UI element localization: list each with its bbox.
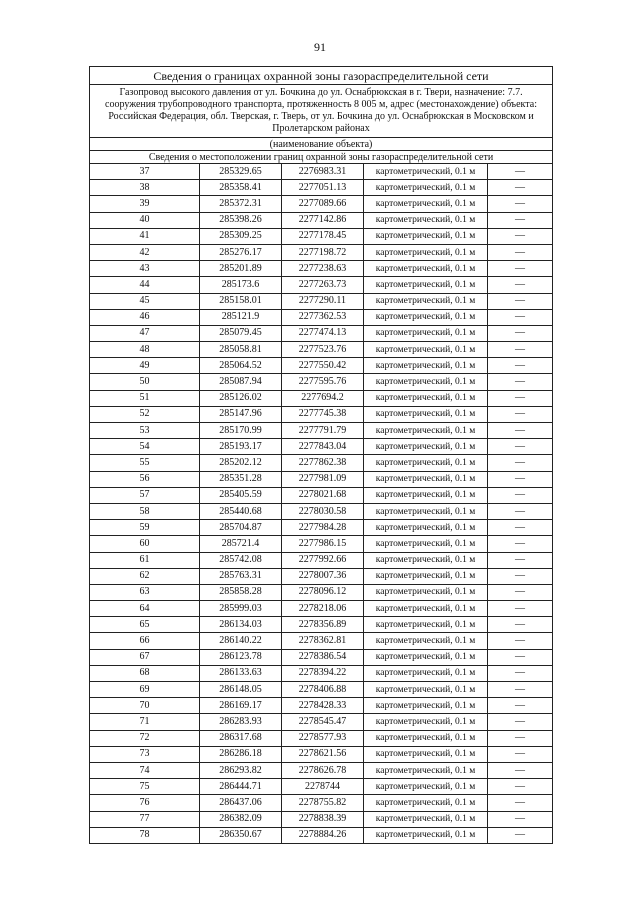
table-row (90, 487, 553, 503)
point-number-cell: 47 (90, 325, 200, 341)
table-row (90, 374, 553, 390)
method-cell: картометрический, 0.1 м (364, 552, 488, 568)
y-coordinate-cell: 2278021.68 (282, 487, 364, 503)
point-number-cell: 72 (90, 730, 200, 746)
table-row (90, 180, 553, 196)
x-coordinate-cell: 285202.12 (200, 455, 282, 471)
method-cell: картометрический, 0.1 м (364, 455, 488, 471)
point-number-cell: 70 (90, 698, 200, 714)
point-number-cell: 59 (90, 520, 200, 536)
x-coordinate-cell: 285704.87 (200, 520, 282, 536)
point-number-cell: 55 (90, 455, 200, 471)
point-number-cell: 56 (90, 471, 200, 487)
method-cell: картометрический, 0.1 м (364, 682, 488, 698)
method-cell: картометрический, 0.1 м (364, 309, 488, 325)
description-cell: — (488, 423, 553, 439)
point-number-cell: 64 (90, 601, 200, 617)
x-coordinate-cell: 286286.18 (200, 746, 282, 762)
location-label: Сведения о местоположении границ охранной зоны газораспределительной сети (90, 151, 553, 164)
point-number-cell: 76 (90, 795, 200, 811)
y-coordinate-cell: 2277550.42 (282, 358, 364, 374)
y-coordinate-cell: 2277984.28 (282, 520, 364, 536)
y-coordinate-cell: 2278428.33 (282, 698, 364, 714)
method-cell: картометрический, 0.1 м (364, 584, 488, 600)
object-label: (наименование объекта) (90, 138, 553, 151)
point-number-cell: 58 (90, 503, 200, 519)
method-cell: картометрический, 0.1 м (364, 390, 488, 406)
method-cell: картометрический, 0.1 м (364, 665, 488, 681)
description-cell: — (488, 374, 553, 390)
point-number-cell: 49 (90, 358, 200, 374)
point-number-cell: 38 (90, 180, 200, 196)
object-description: Газопровод высокого давления от ул. Бочкина до ул. Оснабрюкская в г. Твери, назначение: 7.7. сооружения трубопроводного транспорта, протяженность 8 005 м, адрес (местонахождение) объекта: Российская Федерация, обл. Тверская, г. Тверь, от ул. Бочкина до ул. Оснабрюкская в Московском и Пролетарском районах (90, 85, 553, 138)
point-number-cell: 62 (90, 568, 200, 584)
method-cell: картометрический, 0.1 м (364, 212, 488, 228)
x-coordinate-cell: 286140.22 (200, 633, 282, 649)
point-number-cell: 66 (90, 633, 200, 649)
x-coordinate-cell: 285309.25 (200, 228, 282, 244)
table-row (90, 827, 553, 843)
description-cell: — (488, 698, 553, 714)
description-cell: — (488, 779, 553, 795)
boundary-table (89, 66, 553, 844)
y-coordinate-cell: 2278621.56 (282, 746, 364, 762)
description-cell: — (488, 342, 553, 358)
x-coordinate-cell: 286133.63 (200, 665, 282, 681)
page-number: 91 (314, 40, 326, 54)
table-row (90, 390, 553, 406)
y-coordinate-cell: 2277986.15 (282, 536, 364, 552)
table-row (90, 552, 553, 568)
method-cell: картометрический, 0.1 м (364, 762, 488, 778)
y-coordinate-cell: 2278406.88 (282, 682, 364, 698)
point-number-cell: 71 (90, 714, 200, 730)
point-number-cell: 78 (90, 827, 200, 843)
table-row (90, 455, 553, 471)
x-coordinate-cell: 286283.93 (200, 714, 282, 730)
description-cell: — (488, 584, 553, 600)
x-coordinate-cell: 285763.31 (200, 568, 282, 584)
method-cell: картометрический, 0.1 м (364, 261, 488, 277)
method-cell: картометрический, 0.1 м (364, 358, 488, 374)
table-row (90, 164, 553, 180)
table-row (90, 584, 553, 600)
x-coordinate-cell: 286382.09 (200, 811, 282, 827)
method-cell: картометрический, 0.1 м (364, 617, 488, 633)
x-coordinate-cell: 286134.03 (200, 617, 282, 633)
x-coordinate-cell: 285058.81 (200, 342, 282, 358)
method-cell: картометрический, 0.1 м (364, 714, 488, 730)
table-row (90, 277, 553, 293)
method-cell: картометрический, 0.1 м (364, 795, 488, 811)
point-number-cell: 54 (90, 439, 200, 455)
y-coordinate-cell: 2278577.93 (282, 730, 364, 746)
point-number-cell: 68 (90, 665, 200, 681)
y-coordinate-cell: 2277142.86 (282, 212, 364, 228)
point-number-cell: 37 (90, 164, 200, 180)
description-cell: — (488, 358, 553, 374)
y-coordinate-cell: 2277178.45 (282, 228, 364, 244)
y-coordinate-cell: 2277263.73 (282, 277, 364, 293)
x-coordinate-cell: 285351.28 (200, 471, 282, 487)
table-row (90, 682, 553, 698)
table-row (90, 714, 553, 730)
point-number-cell: 45 (90, 293, 200, 309)
table-body (90, 164, 553, 844)
x-coordinate-cell: 285276.17 (200, 244, 282, 260)
method-cell: картометрический, 0.1 м (364, 536, 488, 552)
method-cell: картометрический, 0.1 м (364, 180, 488, 196)
description-cell: — (488, 180, 553, 196)
description-cell: — (488, 827, 553, 843)
table-row (90, 568, 553, 584)
point-number-cell: 53 (90, 423, 200, 439)
y-coordinate-cell: 2278626.78 (282, 762, 364, 778)
description-cell: — (488, 406, 553, 422)
table-title: Сведения о границах охранной зоны газораспределительной сети (90, 67, 553, 85)
y-coordinate-cell: 2277862.38 (282, 455, 364, 471)
y-coordinate-cell: 2278838.39 (282, 811, 364, 827)
x-coordinate-cell: 285721.4 (200, 536, 282, 552)
table-row (90, 601, 553, 617)
point-number-cell: 65 (90, 617, 200, 633)
x-coordinate-cell: 285173.6 (200, 277, 282, 293)
table-row (90, 212, 553, 228)
x-coordinate-cell: 285170.99 (200, 423, 282, 439)
description-cell: — (488, 536, 553, 552)
method-cell: картометрический, 0.1 м (364, 423, 488, 439)
point-number-cell: 43 (90, 261, 200, 277)
point-number-cell: 61 (90, 552, 200, 568)
table-row (90, 358, 553, 374)
y-coordinate-cell: 2277290.11 (282, 293, 364, 309)
table-row (90, 471, 553, 487)
point-number-cell: 67 (90, 649, 200, 665)
method-cell: картометрический, 0.1 м (364, 406, 488, 422)
point-number-cell: 50 (90, 374, 200, 390)
description-cell: — (488, 633, 553, 649)
description-cell: — (488, 730, 553, 746)
y-coordinate-cell: 2277694.2 (282, 390, 364, 406)
method-cell: картометрический, 0.1 м (364, 342, 488, 358)
description-cell: — (488, 244, 553, 260)
point-number-cell: 63 (90, 584, 200, 600)
y-coordinate-cell: 2277238.63 (282, 261, 364, 277)
point-number-cell: 39 (90, 196, 200, 212)
table-row (90, 342, 553, 358)
x-coordinate-cell: 285358.41 (200, 180, 282, 196)
x-coordinate-cell: 285158.01 (200, 293, 282, 309)
x-coordinate-cell: 285201.89 (200, 261, 282, 277)
point-number-cell: 73 (90, 746, 200, 762)
y-coordinate-cell: 2278884.26 (282, 827, 364, 843)
table-header (90, 67, 553, 164)
method-cell: картометрический, 0.1 м (364, 503, 488, 519)
y-coordinate-cell: 2277051.13 (282, 180, 364, 196)
description-cell: — (488, 795, 553, 811)
table-row (90, 795, 553, 811)
point-number-cell: 52 (90, 406, 200, 422)
table-row (90, 293, 553, 309)
x-coordinate-cell: 286169.17 (200, 698, 282, 714)
table-row (90, 536, 553, 552)
point-number-cell: 42 (90, 244, 200, 260)
method-cell: картометрический, 0.1 м (364, 746, 488, 762)
method-cell: картометрический, 0.1 м (364, 601, 488, 617)
y-coordinate-cell: 2277362.53 (282, 309, 364, 325)
description-cell: — (488, 520, 553, 536)
method-cell: картометрический, 0.1 м (364, 196, 488, 212)
y-coordinate-cell: 2277745.38 (282, 406, 364, 422)
x-coordinate-cell: 285405.59 (200, 487, 282, 503)
x-coordinate-cell: 285398.26 (200, 212, 282, 228)
method-cell: картометрический, 0.1 м (364, 779, 488, 795)
y-coordinate-cell: 2278545.47 (282, 714, 364, 730)
table-row (90, 665, 553, 681)
y-coordinate-cell: 2278755.82 (282, 795, 364, 811)
description-cell: — (488, 439, 553, 455)
x-coordinate-cell: 285193.17 (200, 439, 282, 455)
table-row (90, 196, 553, 212)
point-number-cell: 75 (90, 779, 200, 795)
description-cell: — (488, 682, 553, 698)
method-cell: картометрический, 0.1 м (364, 520, 488, 536)
method-cell: картометрический, 0.1 м (364, 649, 488, 665)
table-row (90, 762, 553, 778)
table-row (90, 746, 553, 762)
y-coordinate-cell: 2276983.31 (282, 164, 364, 180)
table-row (90, 228, 553, 244)
method-cell: картометрический, 0.1 м (364, 471, 488, 487)
method-cell: картометрический, 0.1 м (364, 374, 488, 390)
table-row (90, 503, 553, 519)
x-coordinate-cell: 286350.67 (200, 827, 282, 843)
x-coordinate-cell: 285121.9 (200, 309, 282, 325)
point-number-cell: 51 (90, 390, 200, 406)
table-row (90, 439, 553, 455)
description-cell: — (488, 277, 553, 293)
x-coordinate-cell: 286444.71 (200, 779, 282, 795)
description-cell: — (488, 293, 553, 309)
y-coordinate-cell: 2278218.06 (282, 601, 364, 617)
description-cell: — (488, 568, 553, 584)
method-cell: картометрический, 0.1 м (364, 325, 488, 341)
point-number-cell: 41 (90, 228, 200, 244)
description-cell: — (488, 649, 553, 665)
y-coordinate-cell: 2278386.54 (282, 649, 364, 665)
y-coordinate-cell: 2277523.76 (282, 342, 364, 358)
description-cell: — (488, 617, 553, 633)
point-number-cell: 48 (90, 342, 200, 358)
table-row (90, 261, 553, 277)
table-row (90, 406, 553, 422)
description-cell: — (488, 261, 553, 277)
method-cell: картометрический, 0.1 м (364, 730, 488, 746)
method-cell: картометрический, 0.1 м (364, 568, 488, 584)
method-cell: картометрический, 0.1 м (364, 293, 488, 309)
y-coordinate-cell: 2277089.66 (282, 196, 364, 212)
point-number-cell: 77 (90, 811, 200, 827)
description-cell: — (488, 714, 553, 730)
method-cell: картометрический, 0.1 м (364, 439, 488, 455)
table-row (90, 730, 553, 746)
description-cell: — (488, 325, 553, 341)
x-coordinate-cell: 285126.02 (200, 390, 282, 406)
table-row (90, 309, 553, 325)
table-row (90, 520, 553, 536)
x-coordinate-cell: 285064.52 (200, 358, 282, 374)
method-cell: картометрический, 0.1 м (364, 244, 488, 260)
point-number-cell: 44 (90, 277, 200, 293)
table-row (90, 811, 553, 827)
method-cell: картометрический, 0.1 м (364, 827, 488, 843)
method-cell: картометрический, 0.1 м (364, 228, 488, 244)
y-coordinate-cell: 2278007.36 (282, 568, 364, 584)
table-row (90, 698, 553, 714)
description-cell: — (488, 164, 553, 180)
y-coordinate-cell: 2278744 (282, 779, 364, 795)
x-coordinate-cell: 285087.94 (200, 374, 282, 390)
point-number-cell: 60 (90, 536, 200, 552)
point-number-cell: 57 (90, 487, 200, 503)
table-row (90, 325, 553, 341)
description-cell: — (488, 811, 553, 827)
table-row (90, 649, 553, 665)
table-row (90, 779, 553, 795)
description-cell: — (488, 228, 553, 244)
description-cell: — (488, 212, 553, 228)
y-coordinate-cell: 2277198.72 (282, 244, 364, 260)
x-coordinate-cell: 286317.68 (200, 730, 282, 746)
y-coordinate-cell: 2278356.89 (282, 617, 364, 633)
x-coordinate-cell: 286293.82 (200, 762, 282, 778)
y-coordinate-cell: 2278030.58 (282, 503, 364, 519)
point-number-cell: 46 (90, 309, 200, 325)
x-coordinate-cell: 285440.68 (200, 503, 282, 519)
description-cell: — (488, 196, 553, 212)
x-coordinate-cell: 286123.78 (200, 649, 282, 665)
table-row (90, 423, 553, 439)
y-coordinate-cell: 2277843.04 (282, 439, 364, 455)
method-cell: картометрический, 0.1 м (364, 811, 488, 827)
x-coordinate-cell: 285858.28 (200, 584, 282, 600)
x-coordinate-cell: 285999.03 (200, 601, 282, 617)
description-cell: — (488, 665, 553, 681)
x-coordinate-cell: 285329.65 (200, 164, 282, 180)
x-coordinate-cell: 285079.45 (200, 325, 282, 341)
description-cell: — (488, 746, 553, 762)
y-coordinate-cell: 2277474.13 (282, 325, 364, 341)
x-coordinate-cell: 286148.05 (200, 682, 282, 698)
x-coordinate-cell: 285147.96 (200, 406, 282, 422)
description-cell: — (488, 455, 553, 471)
method-cell: картометрический, 0.1 м (364, 164, 488, 180)
description-cell: — (488, 487, 553, 503)
y-coordinate-cell: 2277981.09 (282, 471, 364, 487)
x-coordinate-cell: 285372.31 (200, 196, 282, 212)
method-cell: картометрический, 0.1 м (364, 277, 488, 293)
description-cell: — (488, 503, 553, 519)
y-coordinate-cell: 2277791.79 (282, 423, 364, 439)
x-coordinate-cell: 286437.06 (200, 795, 282, 811)
description-cell: — (488, 552, 553, 568)
y-coordinate-cell: 2277992.66 (282, 552, 364, 568)
point-number-cell: 74 (90, 762, 200, 778)
y-coordinate-cell: 2278362.81 (282, 633, 364, 649)
description-cell: — (488, 390, 553, 406)
point-number-cell: 69 (90, 682, 200, 698)
method-cell: картометрический, 0.1 м (364, 487, 488, 503)
description-cell: — (488, 762, 553, 778)
description-cell: — (488, 309, 553, 325)
description-cell: — (488, 601, 553, 617)
table-row (90, 617, 553, 633)
description-cell: — (488, 471, 553, 487)
method-cell: картометрический, 0.1 м (364, 698, 488, 714)
y-coordinate-cell: 2278096.12 (282, 584, 364, 600)
y-coordinate-cell: 2277595.76 (282, 374, 364, 390)
x-coordinate-cell: 285742.08 (200, 552, 282, 568)
method-cell: картометрический, 0.1 м (364, 633, 488, 649)
table-row (90, 633, 553, 649)
point-number-cell: 40 (90, 212, 200, 228)
table-row (90, 244, 553, 260)
y-coordinate-cell: 2278394.22 (282, 665, 364, 681)
